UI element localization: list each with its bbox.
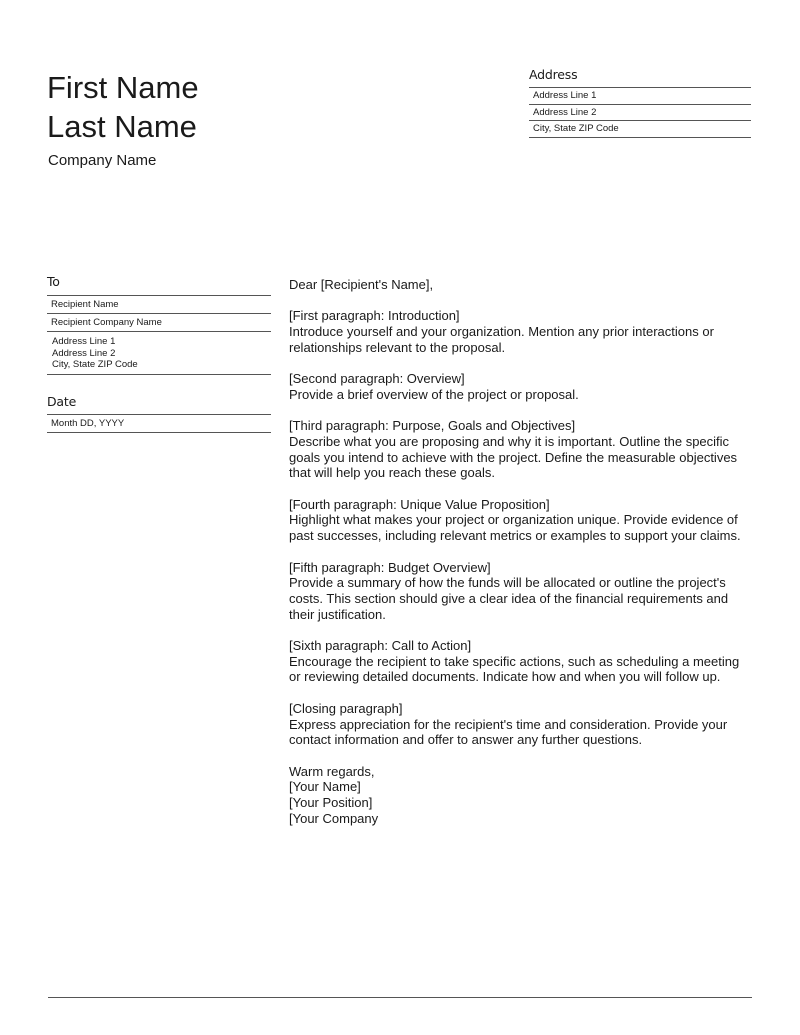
- date-block: [47, 394, 271, 433]
- paragraph-line: costs. This section should give a clear idea of the financial requirements and: [289, 590, 729, 606]
- paragraph-line: Express appreciation for the recipient's time and consideration. Provide your: [289, 716, 728, 732]
- address-line-1: Address Line 1: [529, 88, 751, 105]
- paragraph-line: Introduce yourself and your organization. Mention any prior interactions or: [289, 324, 714, 340]
- date-value: Month DD, YYYY: [47, 415, 271, 433]
- date-title: Date: [47, 394, 77, 409]
- paragraph-heading: [Second paragraph: Overview]: [289, 371, 465, 387]
- letter-paragraph: [289, 497, 759, 544]
- letter-paragraph: [289, 418, 759, 481]
- sender-address-list: [529, 87, 751, 138]
- paragraph-heading: [Closing paragraph]: [289, 700, 403, 716]
- sender-name: [47, 68, 199, 146]
- recipient-address-line-2: Address Line 2: [52, 347, 116, 359]
- address-city: City, State ZIP Code: [529, 121, 751, 138]
- paragraph-heading: [First paragraph: Introduction]: [289, 308, 460, 324]
- paragraph-line: goals you intend to achieve with the project. Define the measurable objectives: [289, 449, 738, 465]
- recipient-block: [47, 274, 271, 375]
- paragraph-line: Describe what you are proposing and why it is important. Outline the specific: [289, 433, 730, 449]
- greeting: [289, 277, 759, 293]
- letter-paragraph: [289, 560, 759, 623]
- signoff-position: [Your Position]: [289, 795, 373, 811]
- letter-paragraph: [289, 701, 759, 748]
- signoff-line: Warm regards,: [289, 763, 375, 779]
- paragraph-line: relationships relevant to the proposal.: [289, 339, 506, 355]
- paragraph-heading: [Third paragraph: Purpose, Goals and Objectives]: [289, 418, 576, 434]
- paragraph-line: their justification.: [289, 606, 386, 622]
- signoff: [289, 764, 759, 827]
- signoff-company: [Your Company: [289, 810, 379, 826]
- to-title: To: [47, 274, 60, 289]
- letter-paragraph: [289, 308, 759, 355]
- recipient-company: Recipient Company Name: [47, 314, 271, 332]
- recipient-address-line-1: Address Line 1: [52, 336, 116, 347]
- first-name: First Name: [47, 70, 199, 105]
- last-name: Last Name: [47, 109, 197, 144]
- paragraph-line: Provide a brief overview of the project or proposal.: [289, 386, 579, 402]
- paragraph-line: past successes, including relevant metrics or examples to support your claims.: [289, 528, 741, 544]
- paragraph-heading: [Sixth paragraph: Call to Action]: [289, 638, 472, 654]
- letter-paragraph: [289, 638, 759, 685]
- recipient-address-city: City, State ZIP Code: [52, 359, 138, 370]
- address-title: Address: [529, 67, 578, 82]
- recipient-list: [47, 295, 271, 375]
- sender-address-block: [529, 67, 751, 138]
- paragraph-line: or reviewing detailed documents. Indicate how and when you will follow up.: [289, 669, 721, 685]
- signoff-name: [Your Name]: [289, 779, 361, 795]
- company-name: Company Name: [48, 152, 157, 169]
- paragraph-line: Provide a summary of how the funds will be allocated or outline the project's: [289, 575, 726, 591]
- paragraph-heading: [Fifth paragraph: Budget Overview]: [289, 559, 491, 575]
- recipient-name: Recipient Name: [47, 296, 271, 314]
- address-line-2: Address Line 2: [529, 105, 751, 122]
- letter-body: [289, 277, 759, 842]
- paragraph-line: that will help you reach these goals.: [289, 465, 495, 481]
- footer-divider: [48, 997, 752, 998]
- paragraph-line: Highlight what makes your project or organization unique. Provide evidence of: [289, 512, 738, 528]
- paragraph-line: contact information and offer to answer any further questions.: [289, 732, 643, 748]
- greeting-text: Dear [Recipient's Name],: [289, 277, 434, 292]
- paragraph-heading: [Fourth paragraph: Unique Value Proposition]: [289, 496, 550, 512]
- paragraph-line: Encourage the recipient to take specific actions, such as scheduling a meeting: [289, 653, 740, 669]
- letter-paragraph: [289, 371, 759, 402]
- recipient-address: [47, 332, 271, 375]
- date-list: [47, 414, 271, 433]
